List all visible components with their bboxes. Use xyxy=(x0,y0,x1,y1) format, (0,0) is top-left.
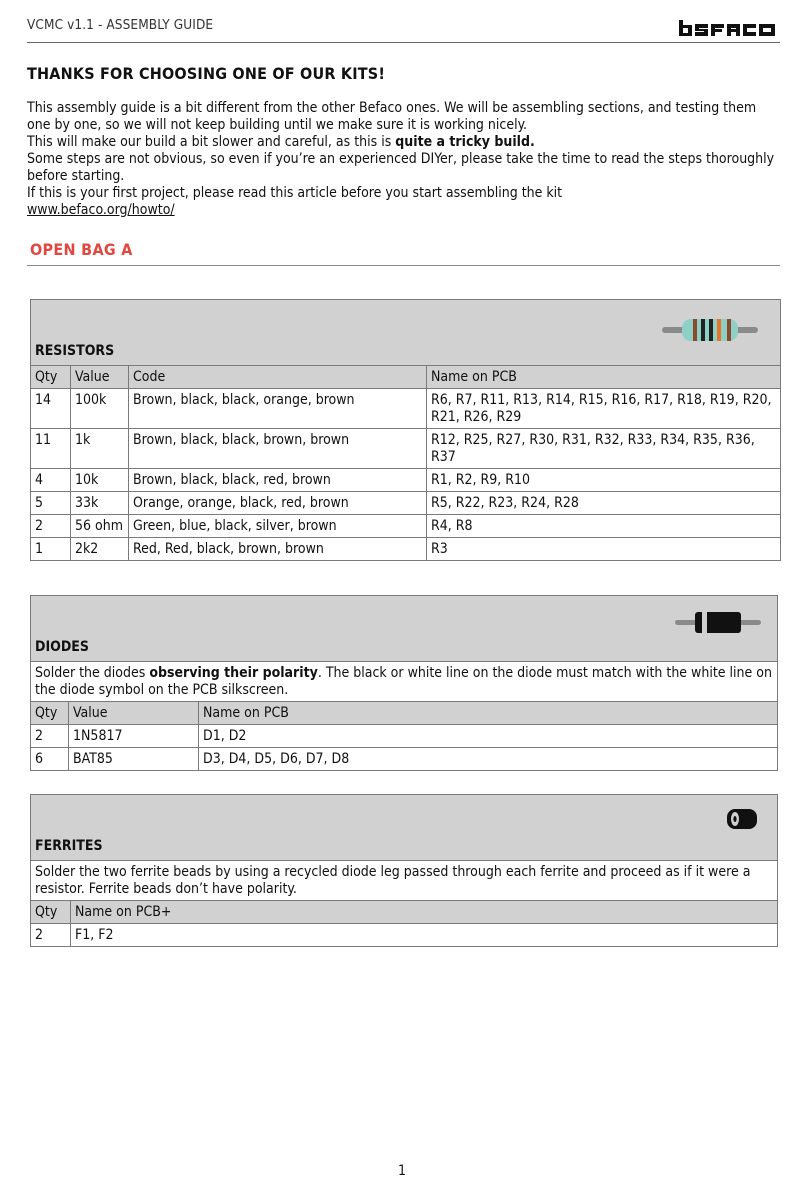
table-cell: BAT85 xyxy=(69,748,199,771)
table-header-row xyxy=(31,901,778,924)
intro-paragraph: This assembly guide is a bit different from the other Befaco ones. We will be assembling sections, and testing them one by one, so we will not keep building until we make sure it is working nicely. xyxy=(27,100,757,133)
ferrites-note: Solder the two ferrite beads by using a recycled diode leg passed through each ferrite and proceed as if it were a resistor. Ferrite beads don’t have polarity. xyxy=(31,861,778,901)
table-cell: 1 xyxy=(31,538,71,561)
table-cell: 1N5817 xyxy=(69,725,199,748)
resistor-icon xyxy=(660,314,760,346)
table-row xyxy=(31,515,781,538)
table-row xyxy=(31,492,781,515)
note-bold-text: observing their polarity xyxy=(149,665,318,681)
diodes-note xyxy=(31,662,778,702)
column-header: Code xyxy=(129,366,427,389)
table-cell: R12, R25, R27, R30, R31, R32, R33, R34, R35, R36, R37 xyxy=(427,429,781,469)
intro-title: THANKS FOR CHOOSING ONE OF OUR KITS! xyxy=(27,64,386,83)
page-header xyxy=(27,14,780,43)
column-header: Qty xyxy=(31,366,71,389)
table-cell: 14 xyxy=(31,389,71,429)
intro-paragraph: If this is your first project, please read this article before you start assembling the kit xyxy=(27,185,563,201)
table-cell: D3, D4, D5, D6, D7, D8 xyxy=(199,748,778,771)
diode-icon xyxy=(673,608,763,636)
table-cell: 2 xyxy=(31,515,71,538)
table-cell: 56 ohm xyxy=(71,515,129,538)
intro-paragraph xyxy=(27,134,779,151)
table-cell: Brown, black, black, brown, brown xyxy=(129,429,427,469)
table-row xyxy=(31,725,778,748)
table-header-row xyxy=(31,702,778,725)
table-cell: Brown, black, black, orange, brown xyxy=(129,389,427,429)
table-cell: Red, Red, black, brown, brown xyxy=(129,538,427,561)
column-header: Name on PCB+ xyxy=(71,901,778,924)
table-header-row xyxy=(31,366,781,389)
table-cell: Orange, orange, black, red, brown xyxy=(129,492,427,515)
column-header: Value xyxy=(69,702,199,725)
table-cell: 2k2 xyxy=(71,538,129,561)
table-cell: R6, R7, R11, R13, R14, R15, R16, R17, R18, R19, R20, R21, R26, R29 xyxy=(427,389,781,429)
intro-text xyxy=(27,100,779,219)
note-text: Solder the diodes xyxy=(35,665,150,681)
table-row xyxy=(31,389,781,429)
ferrites-table xyxy=(30,794,778,947)
column-header: Name on PCB xyxy=(199,702,778,725)
section-title: OPEN BAG A xyxy=(30,240,133,259)
table-row xyxy=(31,748,778,771)
table-cell: R3 xyxy=(427,538,781,561)
document-title: VCMC v1.1 - ASSEMBLY GUIDE xyxy=(27,17,214,33)
table-cell: 33k xyxy=(71,492,129,515)
ferrites-title: FERRITES xyxy=(35,838,103,854)
table-cell: 100k xyxy=(71,389,129,429)
column-header: Qty xyxy=(31,901,71,924)
note-text: . The black or white line on the diode must match with the white line on the diode symbol on the PCB silkscreen. xyxy=(35,665,772,698)
page-number: 1 xyxy=(398,1163,407,1179)
table-cell: 11 xyxy=(31,429,71,469)
table-cell: Green, blue, black, silver, brown xyxy=(129,515,427,538)
intro-bold-text: quite a tricky build. xyxy=(395,134,535,150)
column-header: Qty xyxy=(31,702,69,725)
column-header: Name on PCB xyxy=(427,366,781,389)
intro-paragraph: Some steps are not obvious, so even if you’re an experienced DIYer, please take the time to read the steps thoroughly before starting. xyxy=(27,151,775,184)
section-heading xyxy=(27,238,780,266)
table-cell: 4 xyxy=(31,469,71,492)
diodes-table xyxy=(30,595,778,771)
table-row xyxy=(31,861,778,901)
resistors-title: RESISTORS xyxy=(35,343,115,359)
table-cell: 2 xyxy=(31,924,71,947)
table-banner xyxy=(31,596,778,662)
howto-link[interactable]: www.befaco.org/howto/ xyxy=(27,202,175,218)
diodes-banner xyxy=(31,596,778,662)
ferrites-banner xyxy=(31,795,778,861)
resistors-banner xyxy=(31,300,781,366)
table-cell: 6 xyxy=(31,748,69,771)
table-banner xyxy=(31,300,781,366)
table-cell: D1, D2 xyxy=(199,725,778,748)
table-row xyxy=(31,429,781,469)
table-row xyxy=(31,538,781,561)
table-cell: 5 xyxy=(31,492,71,515)
table-row xyxy=(31,469,781,492)
table-row xyxy=(31,924,778,947)
table-cell: 2 xyxy=(31,725,69,748)
table-row xyxy=(31,662,778,702)
ferrite-bead-icon xyxy=(725,807,759,831)
intro-paragraph xyxy=(27,202,779,219)
column-header: Value xyxy=(71,366,129,389)
table-cell: F1, F2 xyxy=(71,924,778,947)
table-cell: R5, R22, R23, R24, R28 xyxy=(427,492,781,515)
resistors-table xyxy=(30,299,781,561)
table-cell: R4, R8 xyxy=(427,515,781,538)
table-cell: R1, R2, R9, R10 xyxy=(427,469,781,492)
table-cell: 10k xyxy=(71,469,129,492)
table-cell: Brown, black, black, red, brown xyxy=(129,469,427,492)
table-banner xyxy=(31,795,778,861)
intro-text-span: This will make our build a bit slower and careful, as this is xyxy=(27,134,396,150)
befaco-logo xyxy=(678,19,777,37)
diodes-title: DIODES xyxy=(35,639,89,655)
table-cell: 1k xyxy=(71,429,129,469)
